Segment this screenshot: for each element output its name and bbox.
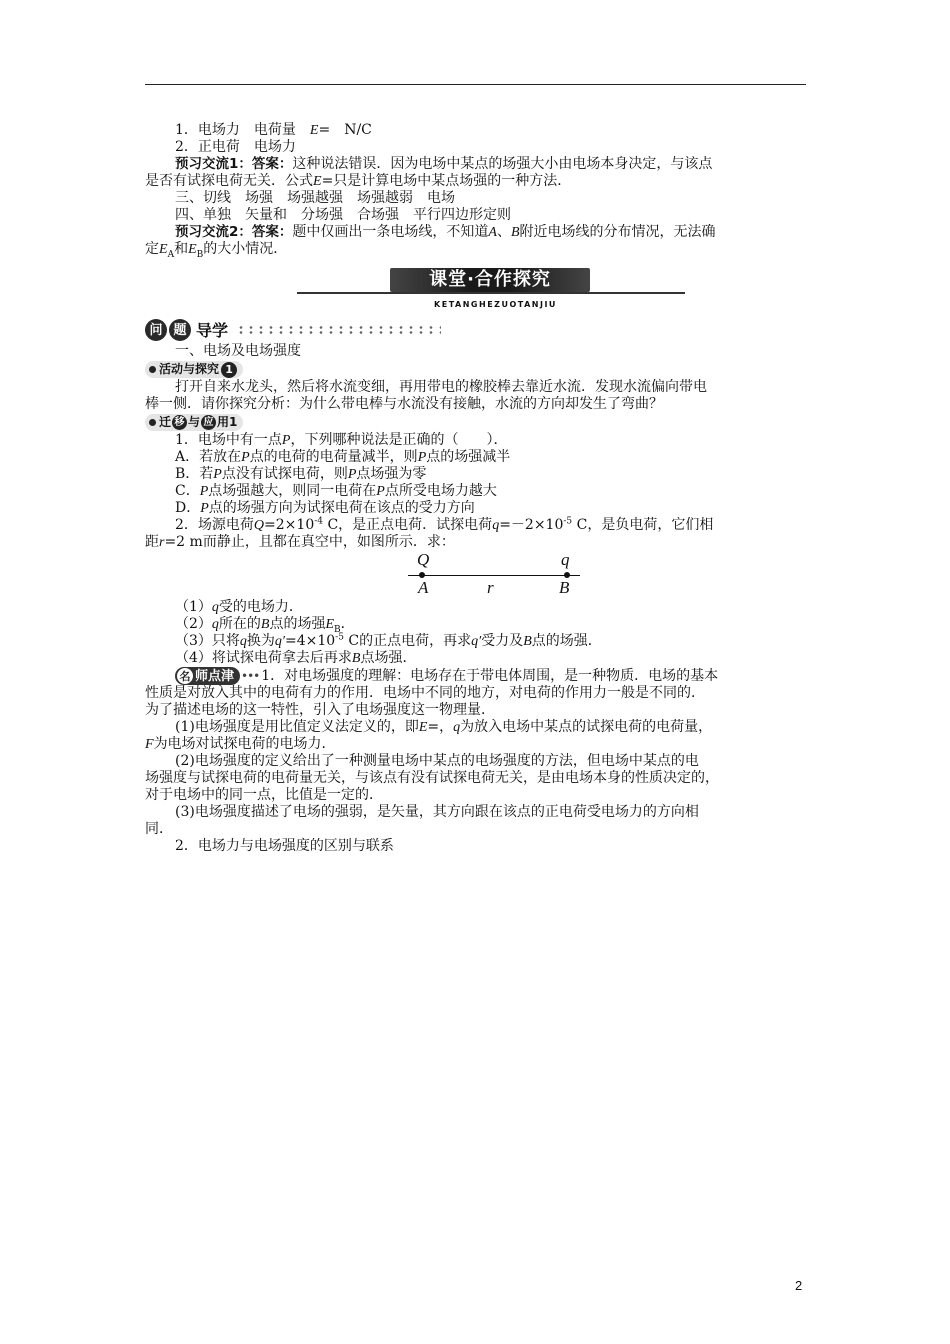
charge-diagram <box>145 551 806 599</box>
activity-text-1: 打开自来水龙头，然后将水流变细，再用带电的橡胶棒去靠近水流．发现水流偏向带电 <box>175 379 707 395</box>
page-content <box>145 122 806 855</box>
teacher-point-2-cont-1: 场强度与试探电荷的电荷量无关，与该点有没有试探电荷无关，是由电场本身的性质决定的， <box>145 770 719 786</box>
q1-stem: 1．电场中有一点P，下列哪种说法是正确的（ ）． <box>175 432 508 448</box>
q2-stem: 2．场源电荷$Q=2\times 10^{-4}$ C，是正点电荷．试探电荷$q=-2\times 10^{-5}$ C，是负电荷，它们相 <box>175 516 714 533</box>
diagram-label-B: B <box>559 578 570 597</box>
diagram-label-A: A <box>418 578 429 597</box>
bullet-icon <box>149 366 156 373</box>
activity-badge: 活动与探究 1 <box>145 361 243 378</box>
diagram-label-r: r <box>487 578 494 597</box>
preview-line-1: 1．电场力 电荷量 E= N/C <box>175 122 372 138</box>
teacher-note-line-3: 为了描述电场的这一特性，引入了电场强度这一物理量． <box>145 702 495 718</box>
preview-line-3: 三、切线 场强 场强越强 场强越弱 电场 <box>175 190 455 206</box>
diagram-line <box>408 575 580 576</box>
q1-option-a: A．若放在P点的电荷的电荷量减半，则P点的场强减半 <box>175 449 511 465</box>
preview-exchange-1: 预习交流1：答案：这种说法错误．因为电场中某点的场强大小由电场本身决定，与该点 <box>175 156 713 172</box>
banner-title: 课堂·合作探究 <box>429 269 551 290</box>
diagram-label-q: q <box>561 550 570 569</box>
bullet-icon <box>149 419 156 426</box>
header-rule <box>145 84 806 85</box>
section-1-title: 一、电场及电场强度 <box>175 343 301 359</box>
teacher-point-1: (1)电场强度是用比值定义法定义的，即E=，q为放入电场中某点的试探电荷的电荷量， <box>175 719 713 735</box>
apply-badge: 迁 移 与 应 用1 <box>145 414 243 431</box>
teacher-note-line-4: 2．电场力与电场强度的区别与联系 <box>175 838 394 854</box>
q1-option-b: B．若P点没有试探电荷，则P点场强为零 <box>175 466 427 482</box>
guide-circle-2: 题 <box>169 319 191 341</box>
activity-heading <box>145 360 806 379</box>
preview-exchange-1-cont: 是否有试探电荷无关．公式E=只是计算电场中某点场强的一种方法． <box>145 173 572 189</box>
teacher-point-2-cont-2: 对于电场中的同一点，比值是一定的． <box>145 787 383 803</box>
guide-circle-1: 问 <box>145 319 167 341</box>
q2-part-3: （3）只将q换为$q'=4\times 10^{-5}$ C的正点电荷，再求q′受力及B点的场强． <box>175 632 602 649</box>
section-banner <box>145 264 806 294</box>
preview-exchange-2-cont: 定$E_A$和$E_B$的大小情况． <box>145 241 288 260</box>
problem-guide-heading <box>145 317 806 343</box>
banner-underline <box>297 292 685 294</box>
apply-heading <box>145 413 806 432</box>
teacher-note-line-2: 性质是对放入其中的电荷有力的作用．电场中不同的地方，对电荷的作用力一般是不同的． <box>145 685 705 701</box>
teacher-point-1-cont: F为电场对试探电荷的电场力． <box>145 736 336 752</box>
banner-subtitle: KETANGHEZUOTANJIU <box>434 300 557 309</box>
q1-option-d: D．P点的场强方向为试探电荷在该点的受力方向 <box>175 500 475 516</box>
teacher-point-2: (2)电场强度的定义给出了一种测量电场中某点的电场强度的方法，但电场中某点的电 <box>175 753 699 769</box>
preview-line-4: 四、单独 矢量和 分场强 合场强 平行四边形定则 <box>175 207 511 223</box>
teacher-point-3: (3)电场强度描述了电场的强弱，是矢量，其方向跟在该点的正电荷受电场力的方向相 <box>175 804 699 820</box>
dotted-decoration <box>236 325 441 335</box>
q2-part-1: （1）q受的电场力． <box>175 599 303 615</box>
teacher-note-badge: 名 师点津 ••• <box>175 667 261 685</box>
q1-option-c: C．P点场强越大，则同一电荷在P点所受电场力越大 <box>175 483 497 499</box>
q2-part-4: （4）将试探电荷拿去后再求B点场强． <box>175 650 417 666</box>
teacher-note-line-1: 名 师点津 ••• 1．对电场强度的理解：电场存在于带电体周围，是一种物质．电场的基本 <box>145 667 806 685</box>
activity-text-2: 棒一侧．请你探究分析：为什么带电棒与水流没有接触，水流的方向却发生了弯曲？ <box>145 396 663 412</box>
preview-exchange-2: 预习交流2：答案：题中仅画出一条电场线，不知道A、B附近电场线的分布情况，无法确 <box>175 224 716 240</box>
q2-part-2: （2）q所在的B点的场强$E_B$． <box>175 616 355 635</box>
teacher-point-3-cont: 同． <box>145 821 173 837</box>
guide-heading-text: 导学 <box>196 320 229 340</box>
preview-line-2: 2．正电荷 电场力 <box>175 139 296 155</box>
q2-stem-cont: 距r=2 m而静止，且都在真空中，如图所示．求： <box>145 534 455 550</box>
diagram-label-Q: Q <box>417 550 430 569</box>
page-number: 2 <box>795 1278 803 1293</box>
